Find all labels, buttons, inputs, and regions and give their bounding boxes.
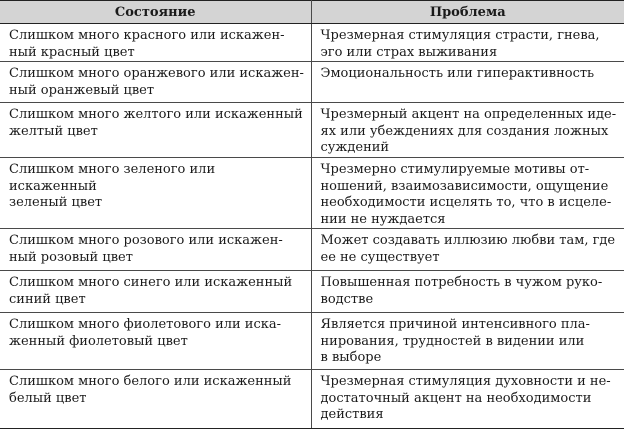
state-line: Слишком много фиолетового или иска- [9,317,282,332]
table-row [0,103,624,158]
table-row [0,271,624,313]
problem-line: суждений [320,140,390,155]
problem-line: ее не существует [320,249,440,265]
problem-line: Чрезмерная стимуляция духовности и не- [320,374,611,389]
state-cell [0,271,311,313]
table-row [0,158,624,229]
state-line: Слишком много синего или искаженный [9,275,293,290]
state-line: ный красный цвет [9,44,135,60]
state-cell [0,229,311,271]
state-line: желтый цвет [9,123,98,139]
state-line: Слишком много красного или искажен- [9,28,285,43]
column-header-problem: Проблема [311,1,624,24]
table-row [0,370,624,429]
problem-line: Чрезмерный акцент на определенных иде- [320,107,617,122]
problem-line: Может создавать иллюзию любви там, где [320,233,616,248]
problem-line: Чрезмерно стимулируемые мотивы от- [320,162,590,177]
state-cell [0,370,311,429]
problem-cell [311,229,624,271]
problem-line: нии не нуждается [320,211,446,227]
table-row [0,62,624,103]
problem-cell [311,62,624,103]
problem-cell [311,370,624,429]
state-cell [0,158,311,229]
table-row [0,24,624,62]
problem-cell [311,271,624,313]
state-line: женный фиолетовый цвет [9,333,188,349]
problem-line: Повышенная потребность в чужом руко- [320,275,603,290]
state-cell [0,62,311,103]
problem-cell [311,313,624,370]
problem-line: Чрезмерная стимуляция страсти, гнева, [320,28,600,43]
state-line: синий цвет [9,291,86,307]
problem-line: эго или страх выживания [320,44,498,60]
problem-line: в выборе [320,350,382,365]
problem-line: водстве [320,291,374,307]
table-row [0,313,624,370]
state-line: ный оранжевый цвет [9,82,155,98]
state-line: Слишком много белого или искаженный [9,374,292,389]
state-cell [0,24,311,62]
state-line: Слишком много розового или искажен- [9,233,283,248]
state-line: Слишком много желтого или искаженный [9,107,303,122]
state-line: Слишком много зеленого или искаженный [9,162,216,194]
problem-line: Эмоциональность или гиперактивность [320,66,595,81]
problem-cell [311,103,624,158]
state-line: белый цвет [9,390,87,406]
state-line: зеленый цвет [9,195,103,210]
column-header-state: Состояние [0,1,311,24]
problem-line: достаточный акцент на необходимости [320,390,592,406]
problem-line: ношений, взаимозависимости, ощущение [320,178,609,194]
table-row [0,229,624,271]
problem-line: нирования, трудностей в видении или [320,333,585,349]
problem-line: Является причиной интенсивного пла- [320,317,590,332]
problem-line: ях или убеждениях для создания ложных [320,123,609,139]
problem-line: необходимости исцелять то, что в исцеле- [320,195,612,210]
header-row [0,1,624,24]
state-cell [0,313,311,370]
problem-cell [311,158,624,229]
problem-line: действия [320,407,384,422]
state-line: ный розовый цвет [9,249,133,265]
problem-cell [311,24,624,62]
state-cell [0,103,311,158]
state-line: Слишком много оранжевого или искажен- [9,66,304,81]
